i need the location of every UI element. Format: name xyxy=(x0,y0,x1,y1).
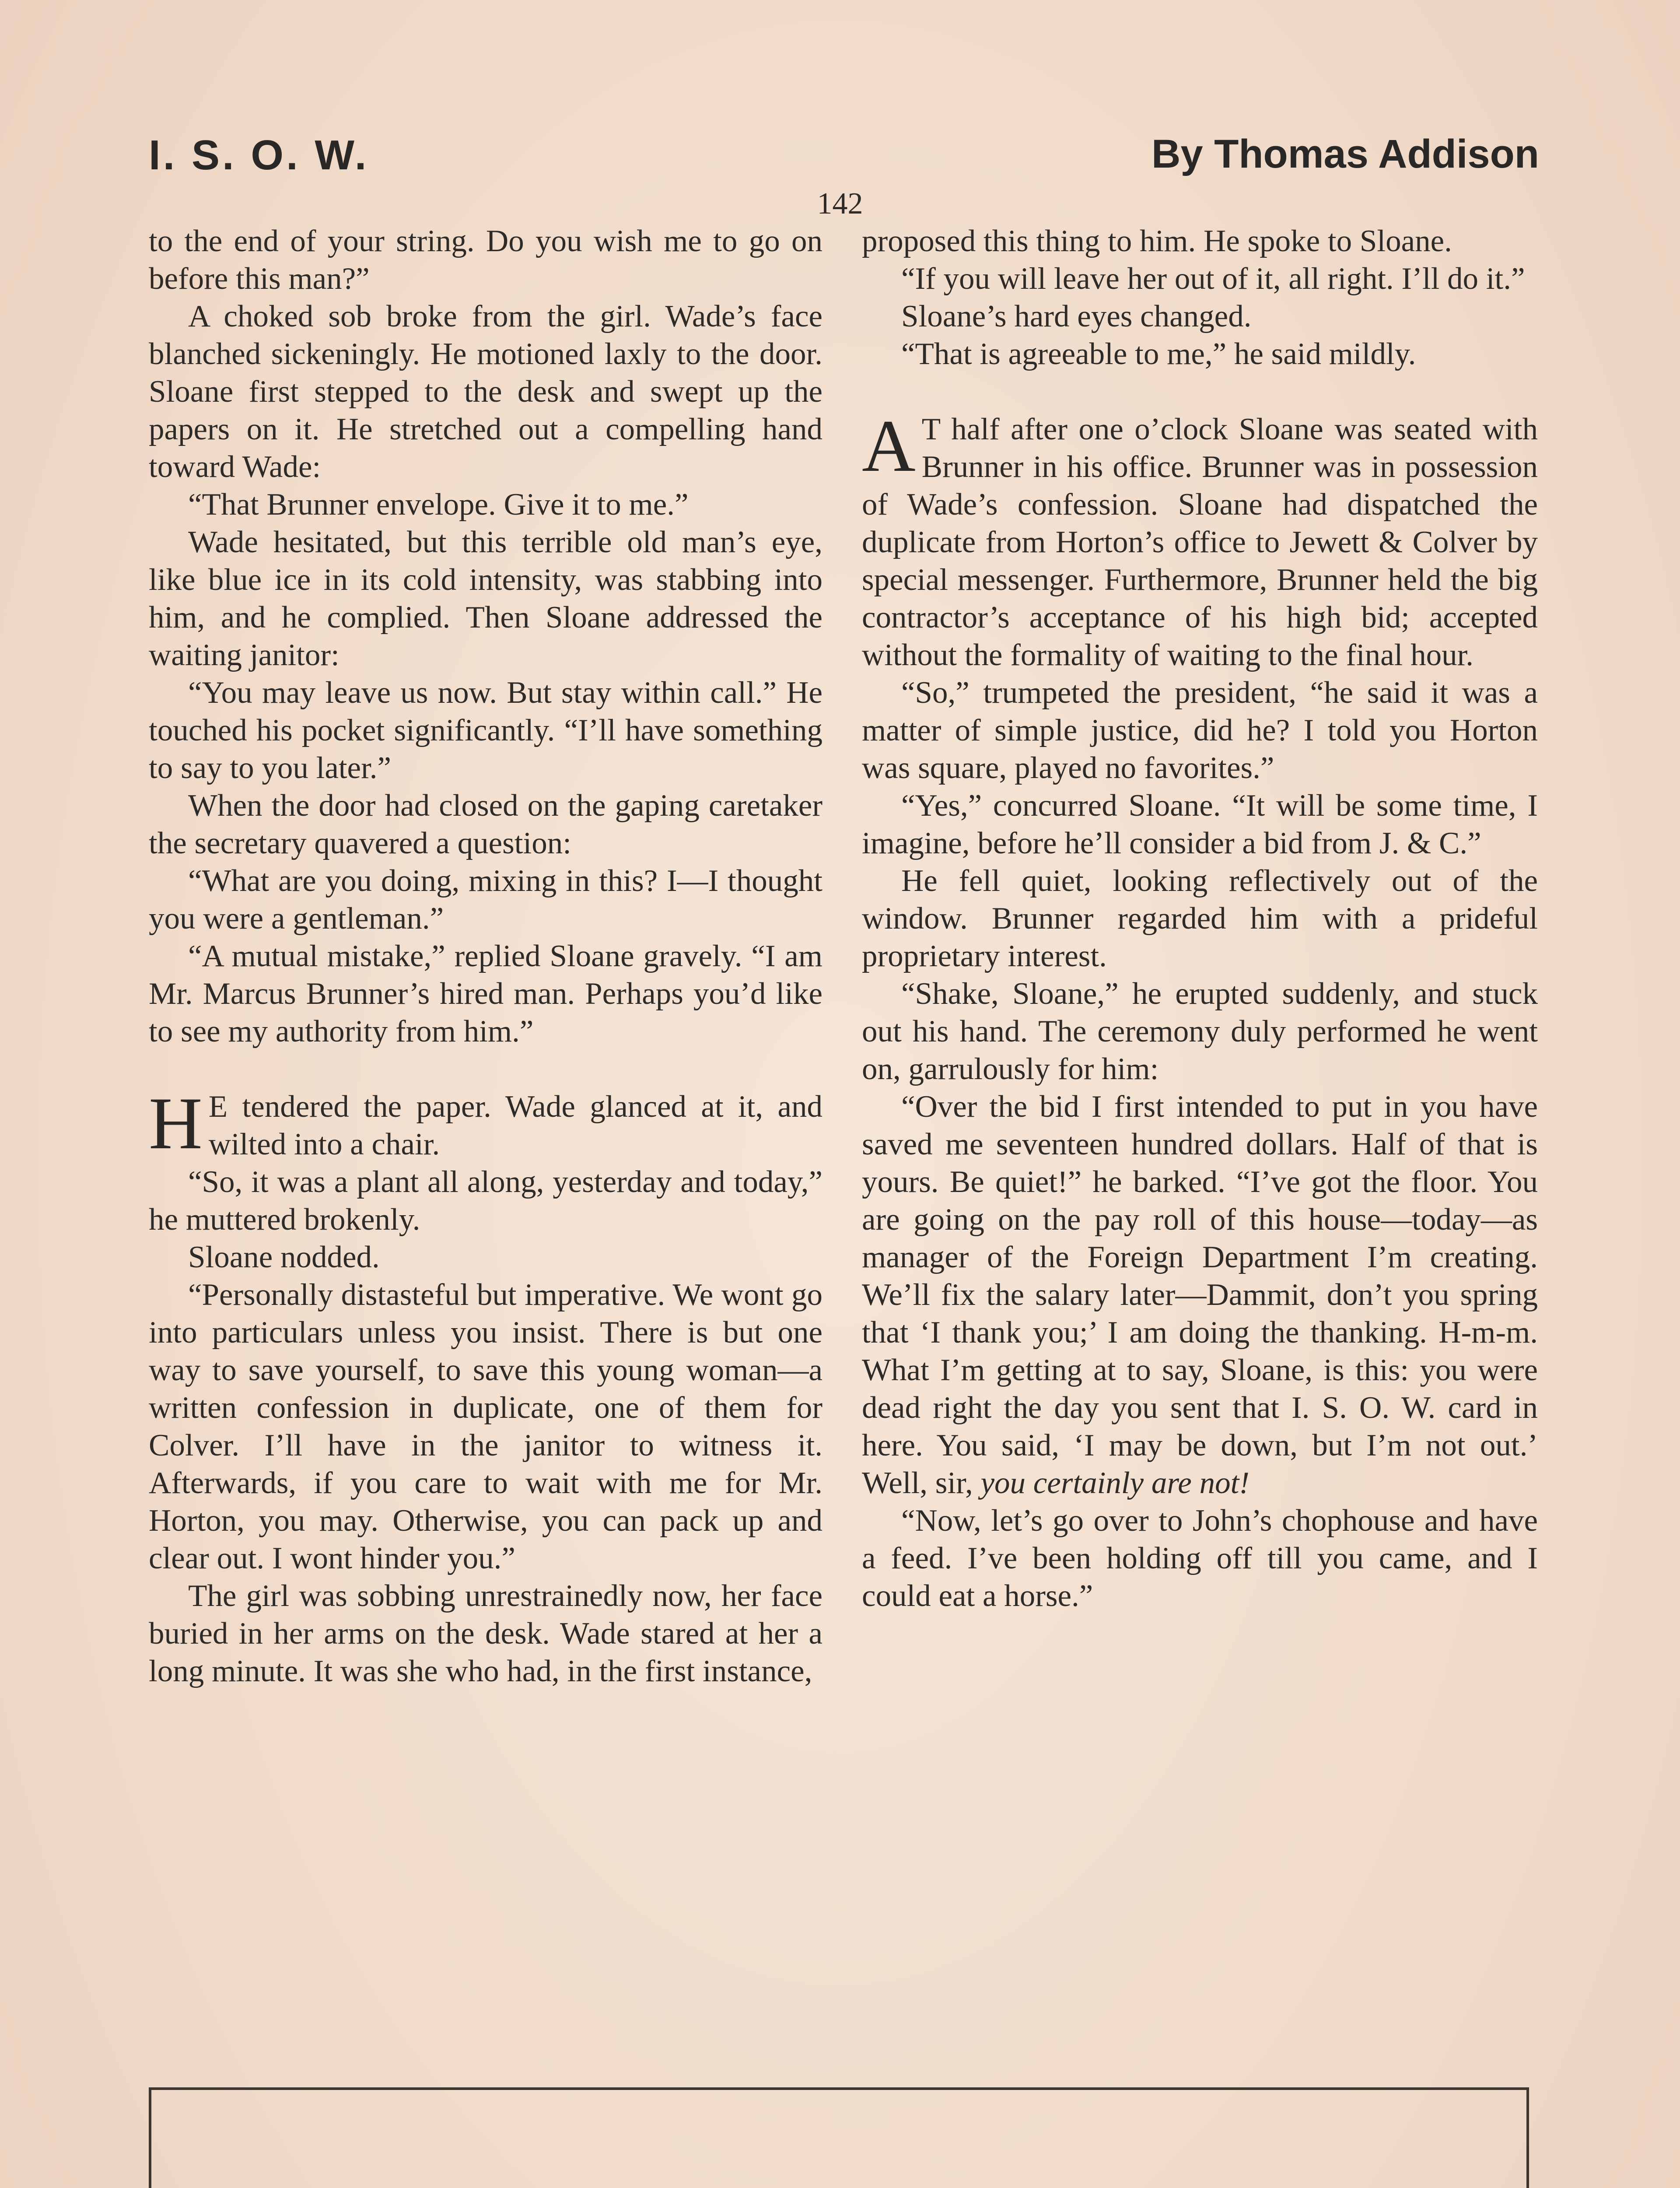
paragraph xyxy=(149,298,822,486)
paragraph-text: “What are you doing, mixing in this? I—I thought you were a gentleman.” xyxy=(149,864,822,936)
paragraph-text: “You may leave us now. But stay within call.” He touched his pocket significantly. “I’ll have something to say to you later.” xyxy=(149,676,822,785)
paragraph xyxy=(862,787,1538,862)
left-text-column xyxy=(149,222,822,1690)
paragraph-text: “That is agreeable to me,” he said mildly. xyxy=(901,337,1416,371)
paragraph xyxy=(149,862,822,937)
paragraph xyxy=(862,298,1538,335)
paragraph xyxy=(149,1238,822,1276)
paragraph xyxy=(149,937,822,1050)
running-title: I. S. O. W. xyxy=(149,132,369,179)
paragraph-text: A choked sob broke from the girl. Wade’s face blanched sickeningly. He motioned laxly to the door. Sloane first stepped to the desk and swept up the papers on it. He stretched out a compelling hand toward Wade: xyxy=(149,299,822,484)
paragraph xyxy=(149,787,822,862)
paragraph xyxy=(862,975,1538,1088)
paragraph-text: “Over the bid I first intended to put in you have saved me seventeen hundred dollars. Half of that is yours. Be quiet!” he barked. “I’ve got the floor. You are going on the pay roll of this house—today—as manager of the Foreign Department I’m creating. We’ll fix the salary later—Dammit, don’t you spring that ‘I thank you;’ I am doing the thanking. H-m-m. What I’m getting at to say, Sloane, is this: you were dead right the day you sent that I. S. O. W. card in here. You said, ‘I may be down, but I’m not out.’ Well, sir, you certainly are not! xyxy=(862,1090,1538,1500)
emphasized-phrase: you certainly are not! xyxy=(980,1466,1250,1500)
section-opening-paragraph xyxy=(862,405,1538,674)
paragraph-text: T half after one o’clock Sloane was seated with Brunner in his office. Brunner was in possession of Wade’s confession. Sloane had dispatched the duplicate from Horton’s office to Jewett & Colver by special messenger. Furthermore, Brunner held the big contractor’s acceptance of his high bid; accepted without the formality of waiting to the final hour. xyxy=(862,412,1538,672)
paragraph xyxy=(862,222,1538,260)
running-author: By Thomas Addison xyxy=(1152,132,1539,176)
paragraph-text: “A mutual mistake,” replied Sloane gravely. “I am Mr. Marcus Brunner’s hired man. Perhaps you’d like to see my authority from him.” xyxy=(149,939,822,1048)
paragraph xyxy=(149,222,822,298)
paragraph xyxy=(149,1577,822,1690)
paragraph-text: “So,” trumpeted the president, “he said it was a matter of simple justice, did he? I told you Horton was square, played no favorites.” xyxy=(862,676,1538,785)
paragraph xyxy=(149,523,822,674)
paragraph-text: proposed this thing to him. He spoke to Sloane. xyxy=(862,224,1452,258)
paragraph-text: Wade hesitated, but this terrible old man’s eye, like blue ice in its cold intensity, was stabbing into him, and he complied. Then Sloane addressed the waiting janitor: xyxy=(149,525,822,672)
paragraph-text: Sloane’s hard eyes changed. xyxy=(901,299,1252,333)
paragraph-text: “Personally distasteful but imperative. We wont go into particulars unless you insist. There is but one way to save yourself, to save this young woman—a written confession in duplicate, one of them for Colver. I’ll have in the janitor to witness it. Afterwards, if you care to wait with me for Mr. Horton, you may. Otherwise, you can pack up and clear out. I wont hinder you.” xyxy=(149,1278,822,1575)
paragraph xyxy=(862,335,1538,373)
drop-cap-letter: A xyxy=(862,405,916,487)
paragraph xyxy=(862,260,1538,298)
paragraph-text: “Shake, Sloane,” he erupted suddenly, and stuck out his hand. The ceremony duly performed he went on, garrulously for him: xyxy=(862,977,1538,1086)
paragraph xyxy=(862,674,1538,787)
paragraph-text: E tendered the paper. Wade glanced at it, and wilted into a chair. xyxy=(208,1090,822,1161)
paragraph xyxy=(149,486,822,523)
paragraph-text: When the door had closed on the gaping caretaker the secretary quavered a question: xyxy=(149,789,822,860)
section-opening-paragraph xyxy=(149,1082,822,1164)
paragraph xyxy=(149,674,822,787)
paragraph-text: “Yes,” concurred Sloane. “It will be some time, I imagine, before he’ll consider a bid from J. & C.” xyxy=(862,789,1538,860)
right-text-column xyxy=(862,222,1538,1615)
paragraph-text: “So, it was a plant all along, yesterday and today,” he muttered brokenly. xyxy=(149,1165,822,1237)
paragraph xyxy=(862,1502,1538,1615)
paragraph xyxy=(862,862,1538,975)
paragraph-text: He fell quiet, looking reflectively out of the window. Brunner regarded him with a prideful proprietary interest. xyxy=(862,864,1538,973)
paragraph-text: “That Brunner envelope. Give it to me.” xyxy=(188,487,689,522)
paragraph-text: Sloane nodded. xyxy=(188,1240,380,1274)
paragraph-text: The girl was sobbing unrestrainedly now, her face buried in her arms on the desk. Wade stared at her a long minute. It was she who had, in the first instance, xyxy=(149,1579,822,1688)
drop-cap-letter: H xyxy=(149,1082,203,1164)
paragraph-text: “If you will leave her out of it, all right. I’ll do it.” xyxy=(901,262,1525,296)
paragraph xyxy=(149,1163,822,1238)
paragraph xyxy=(862,1088,1538,1502)
page-number: 142 xyxy=(817,187,863,221)
paragraph-text: to the end of your string. Do you wish me to go on before this man?” xyxy=(149,224,822,296)
next-issue-notice-box xyxy=(149,2087,1529,2188)
paragraph xyxy=(149,1276,822,1577)
paragraph-text: “Now, let’s go over to John’s chophouse and have a feed. I’ve been holding off till you came, and I could eat a horse.” xyxy=(862,1504,1538,1613)
